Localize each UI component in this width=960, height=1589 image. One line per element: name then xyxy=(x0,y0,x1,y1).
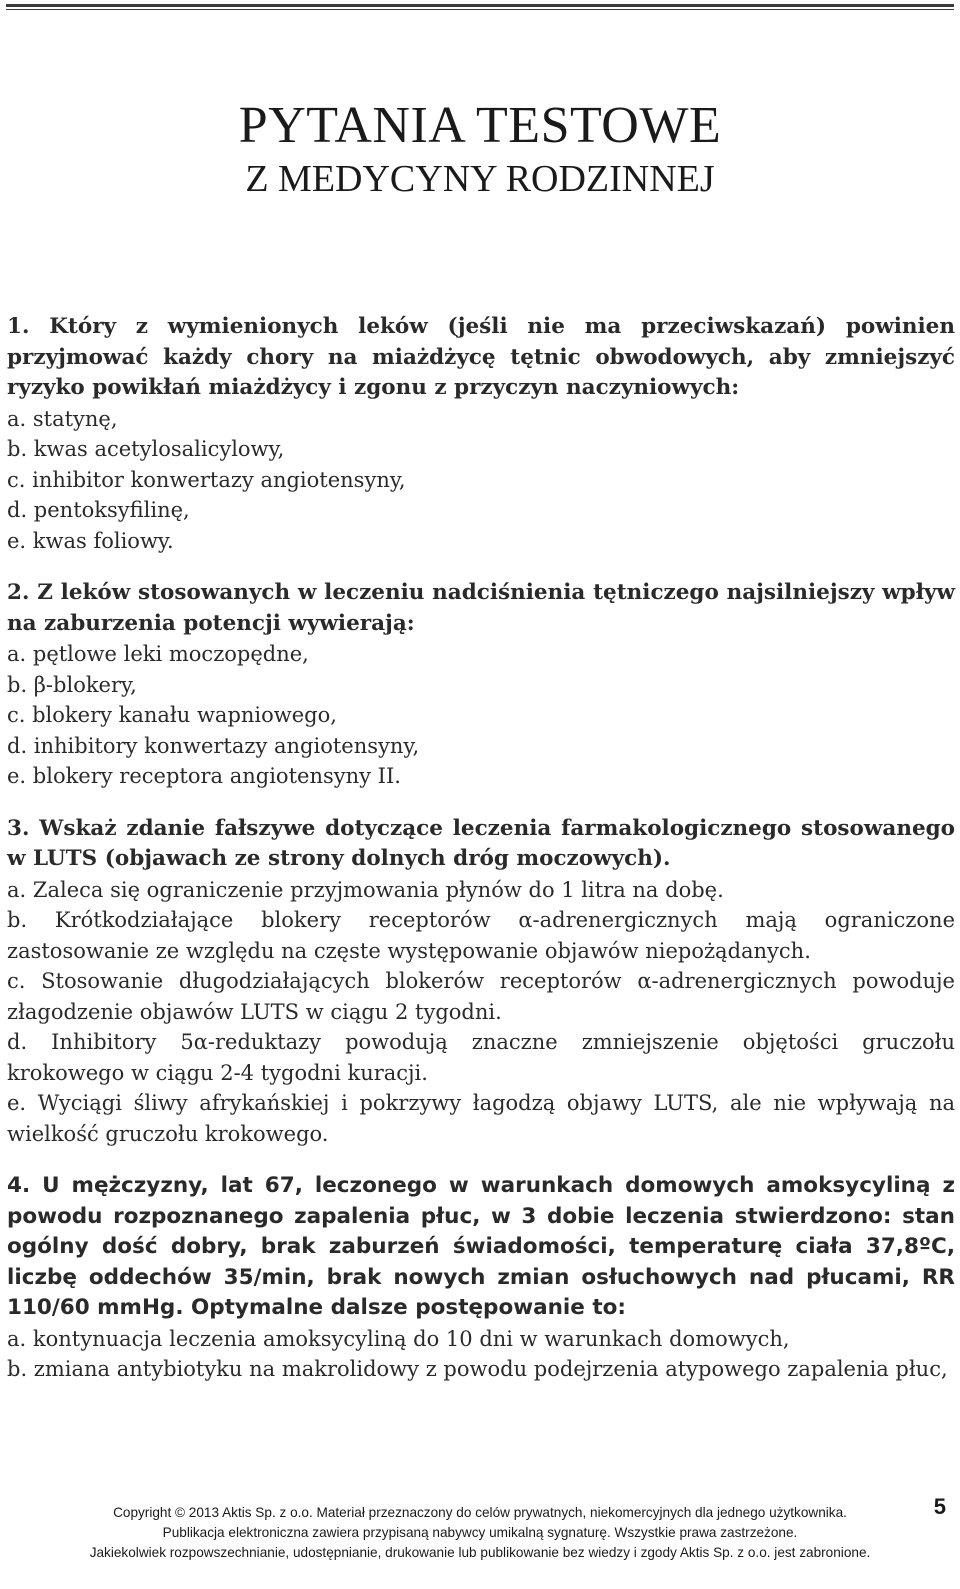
answer-a: a. kontynuacja leczenia amoksycyliną do 10 dni w warunkach domowych, xyxy=(7,1326,790,1351)
answer-c: c. blokery kanału wapniowego, xyxy=(7,703,337,727)
footer-line-1: Copyright © 2013 Aktis Sp. z o.o. Materiał przeznaczony do celów prywatnych, niekomercyjnych dla jednego użytkownika. xyxy=(113,1505,847,1520)
copyright-footer xyxy=(0,1503,960,1563)
question-1 xyxy=(7,312,955,556)
answer-a: a. statynę, xyxy=(7,406,118,431)
top-rule xyxy=(6,4,954,7)
question-3 xyxy=(7,814,955,1150)
page-subtitle: Z MEDYCYNY RODZINNEJ xyxy=(245,158,715,200)
answer-c: c. Stosowanie długodziałających blokerów receptorów α-adrenergicznych powoduje złagodzenie objawów LUTS w ciągu 2 tygodni. xyxy=(7,969,955,1024)
answer-e: e. Wyciągi śliwy afrykańskiej i pokrzywy łagodzą objawy LUTS, ale nie wpływają na wielkość gruczołu krokowego. xyxy=(7,1091,955,1146)
page-number: 5 xyxy=(933,1494,946,1519)
answer-list xyxy=(7,875,955,1150)
answer-d: d. pentoksyfilinę, xyxy=(7,498,190,522)
answer-a: a. Zaleca się ograniczenie przyjmowania płynów do 1 litra na dobę. xyxy=(7,877,724,902)
answer-list xyxy=(7,1324,955,1385)
question-text: 3. Wskaż zdanie fałszywe dotyczące leczenia farmakologicznego stosowanego w LUTS (objawach ze strony dolnych dróg moczowych). xyxy=(7,815,955,871)
answer-b: b. Krótkodziałające blokery receptorów α-adrenergicznych mają ograniczone zastosowanie ze względu na częste występowanie objawów niepożądanych. xyxy=(7,908,955,963)
question-4 xyxy=(7,1171,955,1385)
answer-list xyxy=(7,639,955,792)
question-text: 2. Z leków stosowanych w leczeniu nadciśnienia tętniczego najsilniejszy wpływ na zaburzenia potencji wywierają: xyxy=(7,580,955,636)
answer-list xyxy=(7,404,955,557)
questions-content xyxy=(7,312,955,1407)
answer-e: e. kwas foliowy. xyxy=(7,528,174,553)
answer-b: b. β-blokery, xyxy=(7,672,137,697)
question-text: 4. U mężczyzny, lat 67, leczonego w warunkach domowych amoksycyliną z powodu rozpoznanego zapalenia płuc, w 3 dobie leczenia stwierdzono: stan ogólny dość dobry, brak zaburzeń świadomości, temperaturę ciała 37,8ºC, liczbę oddechów 35/min, brak nowych zmian osłuchowych nad płucami, RR 110/60 mmHg. Optymalne dalsze postępowanie to: xyxy=(7,1173,955,1320)
question-text: 1. Który z wymienionych leków (jeśli nie ma przeciwskazań) powinien przyjmować każdy chory na miażdżycę tętnic obwodowych, aby zmniejszyć ryzyko powikłań miażdżycy i zgonu z przyczyn naczyniowych: xyxy=(7,314,955,400)
answer-c: c. inhibitor konwertazy angiotensyny, xyxy=(7,467,406,492)
answer-d: d. Inhibitory 5α-reduktazy powodują znaczne zmniejszenie objętości gruczołu krokowego w ciągu 2-4 tygodni kuracji. xyxy=(7,1030,955,1085)
footer-line-3: Jakiekolwiek rozpowszechnianie, udostępnianie, drukowanie lub publikowanie bez wiedzy i zgody Aktis Sp. z o.o. jest zabronione. xyxy=(89,1545,871,1560)
answer-b: b. kwas acetylosalicylowy, xyxy=(7,437,285,461)
page-title: PYTANIA TESTOWE xyxy=(238,97,722,154)
footer-line-2: Publikacja elektroniczna zawiera przypisaną nabywcy umikalną sygnaturę. Wszystkie prawa zastrzeżone. xyxy=(162,1525,798,1540)
answer-b: b. zmiana antybiotyku na makrolidowy z powodu podejrzenia atypowego zapalenia płuc, xyxy=(7,1357,948,1381)
answer-a: a. pętlowe leki moczopędne, xyxy=(7,642,309,666)
answer-d: d. inhibitory konwertazy angiotensyny, xyxy=(7,733,420,758)
answer-e: e. blokery receptora angiotensyny II. xyxy=(7,764,401,788)
top-rule-thin xyxy=(6,9,954,10)
question-2 xyxy=(7,578,955,792)
title-block xyxy=(0,96,960,202)
